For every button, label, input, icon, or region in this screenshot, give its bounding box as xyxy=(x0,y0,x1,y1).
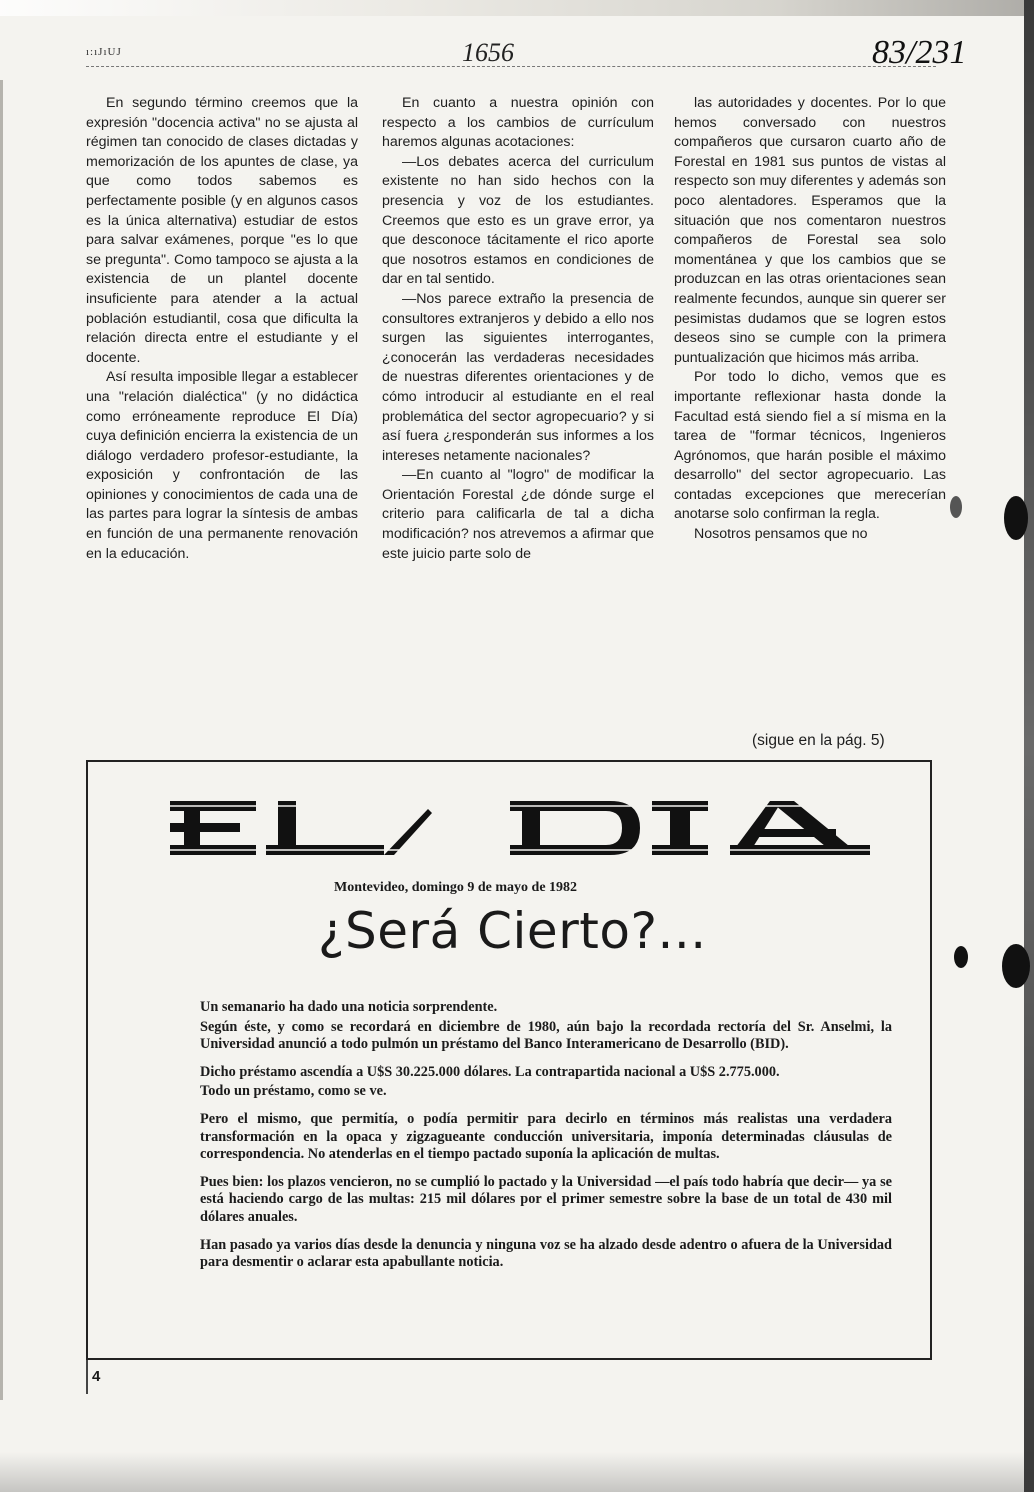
el-dia-masthead xyxy=(170,795,900,861)
clipping-dateline: Montevideo, domingo 9 de mayo de 1982 xyxy=(334,880,578,895)
paragraph: —Los debates acerca del curriculum existente no han sido hechos con la presencia y voz de los estudiantes. Creemos que esto es un grave error, ya que desconoce tácitamente el rico aporte que nosotros estamos en condiciones de dar en tal sentido. xyxy=(382,153,654,288)
article-paragraph: Todo un préstamo, como se ve. xyxy=(200,1083,387,1100)
page-number: 4 xyxy=(92,1368,101,1385)
paragraph: —En cuanto al "logro" de modificar la Orientación Forestal ¿de dónde surge el criterio para calificarla de tal a dicha modificación? nos atrevemos a afirmar que este juicio parte solo de xyxy=(382,467,654,562)
paragraph: Así resulta imposible llegar a establecer una "relación dialéctica" (y no didáctica como erróneamente reproduce El Día) cuya definición encierra la existencia de un diálogo verdadero profesor-estudiante, la exposición y confrontación de las opiniones y conocimientos de cada una de las partes para lograr la síntesis de ambas en función de una permanente renovación en la educación. xyxy=(86,369,358,562)
column-3 xyxy=(674,94,946,545)
ink-mark xyxy=(950,496,962,518)
paragraph: —Nos parece extraño la presencia de consultores extranjeros y debido a ello nos surgen las siguientes interrogantes, ¿conocerán las verdaderas necesidades de nuestras diferentes orientaciones y de cómo introducir al estudiante en el real problemática del sector agropecuario? y si así fuera ¿responderán sus informes a los intereses netamente nacionales? xyxy=(382,290,654,464)
article-paragraph: Han pasado ya varios días desde la denuncia y ninguna voz se ha alzado desde adentro o afuera de la Universidad para desmentir o aclarar esta apabullante noticia. xyxy=(200,1236,892,1271)
clipping-headline: ¿Será Cierto?... xyxy=(318,902,707,960)
punch-hole-bottom xyxy=(1002,944,1030,988)
article-paragraph: Pero el mismo, que permitía, o podía permitir para decirlo en términos más realistas una verdadera transformación en la opaca y zigzagueante conducción universitaria, imponía determinadas cláusulas de correspondencia. No atenderlas en el tiempo pactado suponía la aplicación de multas. xyxy=(200,1110,892,1163)
scan-edge-top xyxy=(0,0,1034,16)
paragraph: En cuanto a nuestra opinión con respecto a los cambios de currículum haremos algunas acotaciones: xyxy=(382,95,654,151)
clipping-article xyxy=(200,999,892,1282)
article-paragraph: Según éste, y como se recordará en diciembre de 1980, aún bajo la recordada rectoría del Sr. Anselmi, la Universidad anunció a todo pulmón un préstamo del Banco Interamericano de Desarrollo (BID). xyxy=(200,1018,892,1053)
header-left-text: ı:ıJıUJ xyxy=(86,46,122,58)
punch-hole-small xyxy=(954,946,968,968)
scan-edge-right xyxy=(1024,0,1034,1492)
column-2 xyxy=(382,94,654,564)
scan-edge-left xyxy=(0,80,3,1400)
column-1 xyxy=(86,94,358,564)
paragraph: En segundo término creemos que la expresión "docencia activa" no se ajusta al régimen tan conocido de clases dictadas y memorización de los apuntes de clase, ya que como todos sabemos es perfectamente posible (y en algunos casos es la única alternativa) estudiar de estos para salvar exámenes, porque "es lo que se pregunta". Como tampoco se ajusta a la existencia de un plantel docente insuficiente para atender a la actual población estudiantil, cosa que dificulta la relación directa entre el estudiante y el docente. xyxy=(86,95,358,366)
paragraph: Nosotros pensamos que no xyxy=(694,526,868,543)
article-paragraph: Dicho préstamo ascendía a U$S 30.225.000 dólares. La contrapartida nacional a U$S 2.775.000. xyxy=(200,1063,780,1080)
article-paragraph: Pues bien: los plazos vencieron, no se cumplió lo pactado y la Universidad —el país todo habría que decir— ya se está haciendo cargo de las multas: 215 mil dólares por el primer semestre sobre la base de un total de 430 mil dólares anuales. xyxy=(200,1173,892,1225)
scan-edge-bottom xyxy=(0,1452,1034,1492)
paragraph: las autoridades y docentes. Por lo que hemos conversado con nuestros compañeros que cursaron cuarto año de Forestal en 1981 sus puntos de vistas al respecto son muy diferentes y además son poco alentadores. Esperamos que la situación que nos comentaron nuestros compañeros de Forestal sea solo momentánea y que los cambios que se produzcan en las otras orientaciones sean realmente fecundos, aunque sin querer ser pesimistas dudamos que se logren estos deseos sino se cumple con la primera puntualización que hicimos más arriba. xyxy=(674,95,946,366)
punch-hole-top xyxy=(1004,496,1028,540)
handwritten-number: 1656 xyxy=(462,38,514,67)
handwritten-folio: 83/231 xyxy=(872,34,967,71)
article-paragraph: Un semanario ha dado una noticia sorprendente. xyxy=(200,999,498,1015)
paragraph: Por todo lo dicho, vemos que es importante reflexionar hasta donde la Facultad está siendo fiel a sí misma en la tarea de "formar técnicos, Ingenieros Agrónomos, que harán posible el máximo desarrollo" del sector agropecuario. Las contadas excepciones que merecerían anotarse solo confirman la regla. xyxy=(674,369,946,523)
header-rule xyxy=(86,66,936,67)
page-corner-rule xyxy=(86,1360,88,1394)
continued-note: (sigue en la pág. 5) xyxy=(752,732,885,749)
